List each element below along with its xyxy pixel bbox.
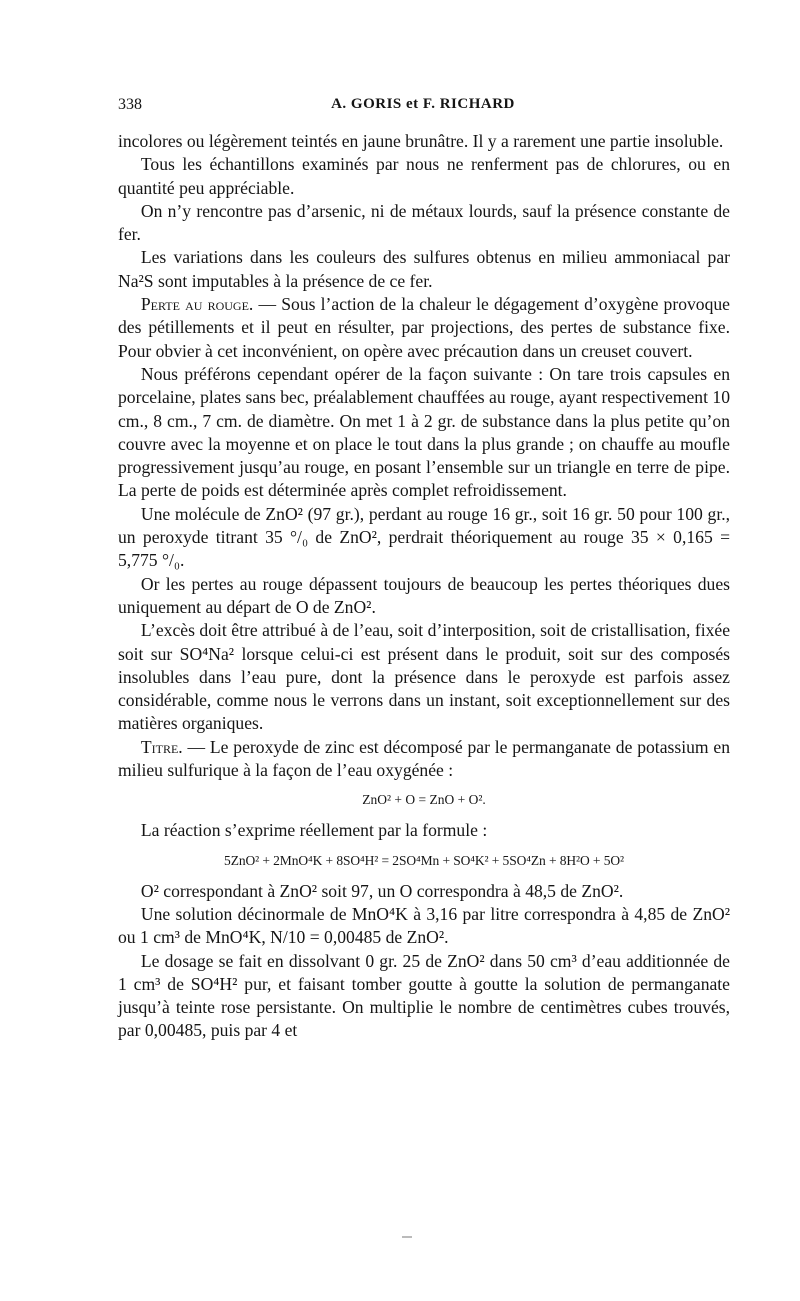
section-lead: Perte au rouge. [140,294,254,315]
formula: 5ZnO² + 2MnO⁴K + 8SO⁴H² = 2SO⁴Mn + SO⁴K² + 5SO⁴Zn + 8H²O + 5O² [224,852,624,868]
paragraph: La réaction s’exprime réellement par la formule : [140,820,488,841]
paragraph: On n’y rencontre pas d’arsenic, ni de métaux lourds, sauf la présence constante de fer. [118,200,730,245]
paragraph: O² correspondant à ZnO² soit 97, un O correspondra à 48,5 de ZnO². [140,880,624,901]
paragraph: Tous les échantillons examinés par nous ne renferment pas de chlorures, ou en quantité peu appréciable. [118,154,730,198]
body-text [118,130,730,1043]
paragraph-text: — Sous l’action de la chaleur le dégagement d’oxygène provoque des pétillements et il peut en résulter, par projections, des pertes de substance fixe. Pour obvier à cet inconvénient, on opère avec précaution dans un creuset couvert. [118,294,730,361]
running-head: A. GORIS et F. RICHARD [331,96,515,112]
paragraph [118,736,730,783]
page-number: 338 [118,96,142,113]
paragraph: L’excès doit être attribué à de l’eau, soit d’interposition, soit de cristallisation, fixée soit sur SO⁴Na² lorsque celui-ci est présent dans le produit, soit sur des composés insolubles dans l’eau pure, dont la présence dans le peroxyde est parfois assez considérable, comme nous le verrons dans un instant, soit exceptionnellement sur des matières organiques. [118,620,730,734]
page-header [118,96,728,120]
section-lead: Titre. [140,736,183,757]
formula: ZnO² + O = ZnO + O². [362,792,486,808]
paragraph: Une solution décinormale de MnO⁴K à 3,16 par litre correspondra à 4,85 de ZnO² ou 1 cm³ de MnO⁴K, N/10 = 0,00485 de ZnO². [118,903,730,948]
paragraph: Or les pertes au rouge dépassent toujours de beaucoup les pertes théoriques dues uniquement au départ de O de ZnO². [118,573,730,617]
paragraph-text: — Le peroxyde de zinc est décomposé par le permanganate de potassium en milieu sulfurique à la façon de l’eau oxygénée : [118,736,730,781]
scan-mark [402,1236,412,1238]
paragraph: Le dosage se fait en dissolvant 0 gr. 25 de ZnO² dans 50 cm³ d’eau additionnée de 1 cm³ de SO⁴H² pur, et faisant tomber goutte à goutte la solution de permanganate jusqu’à teinte rose persistante. On multiplie le nombre de centimètres cubes trouvés, par 0,00485, puis par 4 et [118,950,730,1041]
paragraph: Une molécule de ZnO² (97 gr.), perdant au rouge 16 gr., soit 16 gr. 50 pour 100 gr., un peroxyde titrant 35 °/₀ de ZnO², perdrait théoriquement au rouge 35 × 0,165 = 5,775 °/₀. [118,503,730,571]
paragraph: incolores ou légèrement teintés en jaune brunâtre. Il y a rarement une partie insoluble. [118,131,724,151]
paragraph [118,293,730,363]
paragraph: Les variations dans les couleurs des sulfures obtenus en milieu ammoniacal par Na²S sont imputables à la présence de ce fer. [118,247,730,291]
paragraph: Nous préférons cependant opérer de la façon suivante : On tare trois capsules en porcelaine, plates sans bec, préalablement chauffées au rouge, ayant respectivement 10 cm., 8 cm., 7 cm. de diamètre. On met 1 à 2 gr. de substance dans la plus petite qu’on couvre avec la moyenne et on place le tout dans la plus grande ; on chauffe au moufle progressivement jusqu’au rouge, en posant l’ensemble sur un triangle en terre de pipe. La perte de poids est déterminée après complet refroidissement. [118,363,730,501]
